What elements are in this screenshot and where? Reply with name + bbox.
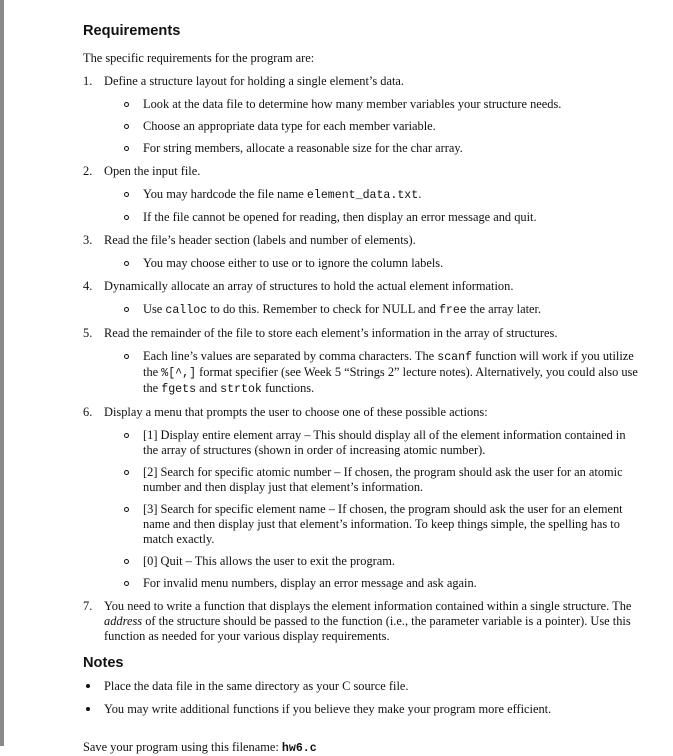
item-text: Dynamically allocate an array of structures to hold the actual element information. bbox=[104, 279, 514, 293]
sub-item: You may choose either to use or to ignore the column labels. bbox=[83, 256, 643, 271]
requirement-2 bbox=[83, 164, 643, 179]
sub-item: If the file cannot be opened for reading, then display an error message and quit. bbox=[83, 210, 643, 225]
requirement-4 bbox=[83, 279, 643, 294]
requirement-3 bbox=[83, 233, 643, 248]
left-page-edge bbox=[0, 0, 4, 746]
requirement-7 bbox=[83, 599, 643, 644]
fgets-code: fgets bbox=[161, 383, 197, 396]
item-number: 6. bbox=[83, 405, 93, 419]
emphasis-text: address bbox=[104, 614, 143, 628]
sub-text: . bbox=[418, 187, 422, 201]
item-text: Read the remainder of the file to store each element’s information in the array of structures. bbox=[104, 326, 558, 340]
item-text: Display a menu that prompts the user to choose one of these possible actions: bbox=[104, 405, 488, 419]
sub-item: Choose an appropriate data type for each member variable. bbox=[83, 119, 643, 134]
sub-text: format specifier (see Week 5 “Strings 2” lecture notes). Alternatively, you could also use the bbox=[143, 365, 638, 395]
menu-option-3: [3] Search for specific element name – If chosen, the program should ask the user for an element name and then display just that element’s information. To keep things simple, the spelling has to match exactly. bbox=[83, 502, 643, 547]
format-specifier-code: %[^,] bbox=[161, 367, 197, 380]
sub-text: the array later. bbox=[466, 302, 542, 316]
item-number: 5. bbox=[83, 326, 93, 340]
sub-text: to do this. Remember to check for NULL and bbox=[207, 302, 439, 316]
item-number: 3. bbox=[83, 233, 93, 247]
requirement-5 bbox=[83, 326, 643, 341]
item-text: You need to write a function that displays the element information contained within a single structure. The bbox=[104, 599, 632, 613]
document-page bbox=[83, 22, 643, 756]
requirement-1 bbox=[83, 74, 643, 89]
free-code: free bbox=[438, 304, 467, 317]
strtok-code: strtok bbox=[220, 383, 262, 396]
notes-heading: Notes bbox=[83, 655, 124, 671]
sub-item: Look at the data file to determine how many member variables your structure needs. bbox=[83, 97, 643, 112]
requirement-6 bbox=[83, 405, 643, 420]
sub-item bbox=[83, 349, 643, 397]
item-number: 7. bbox=[83, 599, 93, 613]
menu-option-1: [1] Display entire element array – This should display all of the element information contained in the array of structures (shown in order of increasing atomic number). bbox=[83, 428, 643, 458]
menu-option-0: [0] Quit – This allows the user to exit the program. bbox=[83, 554, 643, 569]
invalid-option-note: For invalid menu numbers, display an error message and ask again. bbox=[83, 576, 643, 591]
sub-item: For string members, allocate a reasonable size for the char array. bbox=[83, 141, 643, 156]
item-text: Define a structure layout for holding a single element’s data. bbox=[104, 74, 405, 88]
sub-text: function will work if you utilize the bbox=[143, 349, 634, 379]
sub-text: Each line’s values are separated by comma characters. The bbox=[143, 349, 438, 363]
scanf-code: scanf bbox=[437, 351, 473, 364]
item-number: 1. bbox=[83, 74, 93, 88]
item-text: Open the input file. bbox=[104, 164, 201, 178]
save-instruction bbox=[83, 740, 643, 756]
menu-option-2: [2] Search for specific atomic number – If chosen, the program should ask the user for an atomic number and then display just that element’s information. bbox=[83, 465, 643, 495]
sub-text: functions. bbox=[261, 381, 315, 395]
item-number: 2. bbox=[83, 164, 93, 178]
filename-code: hw6.c bbox=[281, 742, 317, 755]
calloc-code: calloc bbox=[165, 304, 208, 317]
sub-text: and bbox=[196, 381, 221, 395]
requirements-intro: The specific requirements for the program are: bbox=[83, 51, 315, 65]
note-item: You may write additional functions if you believe they make your program more efficient. bbox=[83, 702, 643, 717]
item-text: of the structure should be passed to the function (i.e., the parameter variable is a pointer). Use this function as needed for your various display requirements. bbox=[104, 614, 631, 643]
filename-code: element_data.txt bbox=[306, 189, 419, 202]
requirements-heading: Requirements bbox=[83, 23, 181, 39]
sub-item bbox=[83, 187, 643, 203]
item-number: 4. bbox=[83, 279, 93, 293]
item-text: Read the file’s header section (labels and number of elements). bbox=[104, 233, 416, 247]
sub-text: You may hardcode the file name bbox=[143, 187, 307, 201]
sub-item bbox=[83, 302, 643, 318]
footer-text: Save your program using this filename: bbox=[83, 740, 282, 754]
note-item: Place the data file in the same directory as your C source file. bbox=[83, 679, 643, 694]
sub-text: Use bbox=[143, 302, 166, 316]
